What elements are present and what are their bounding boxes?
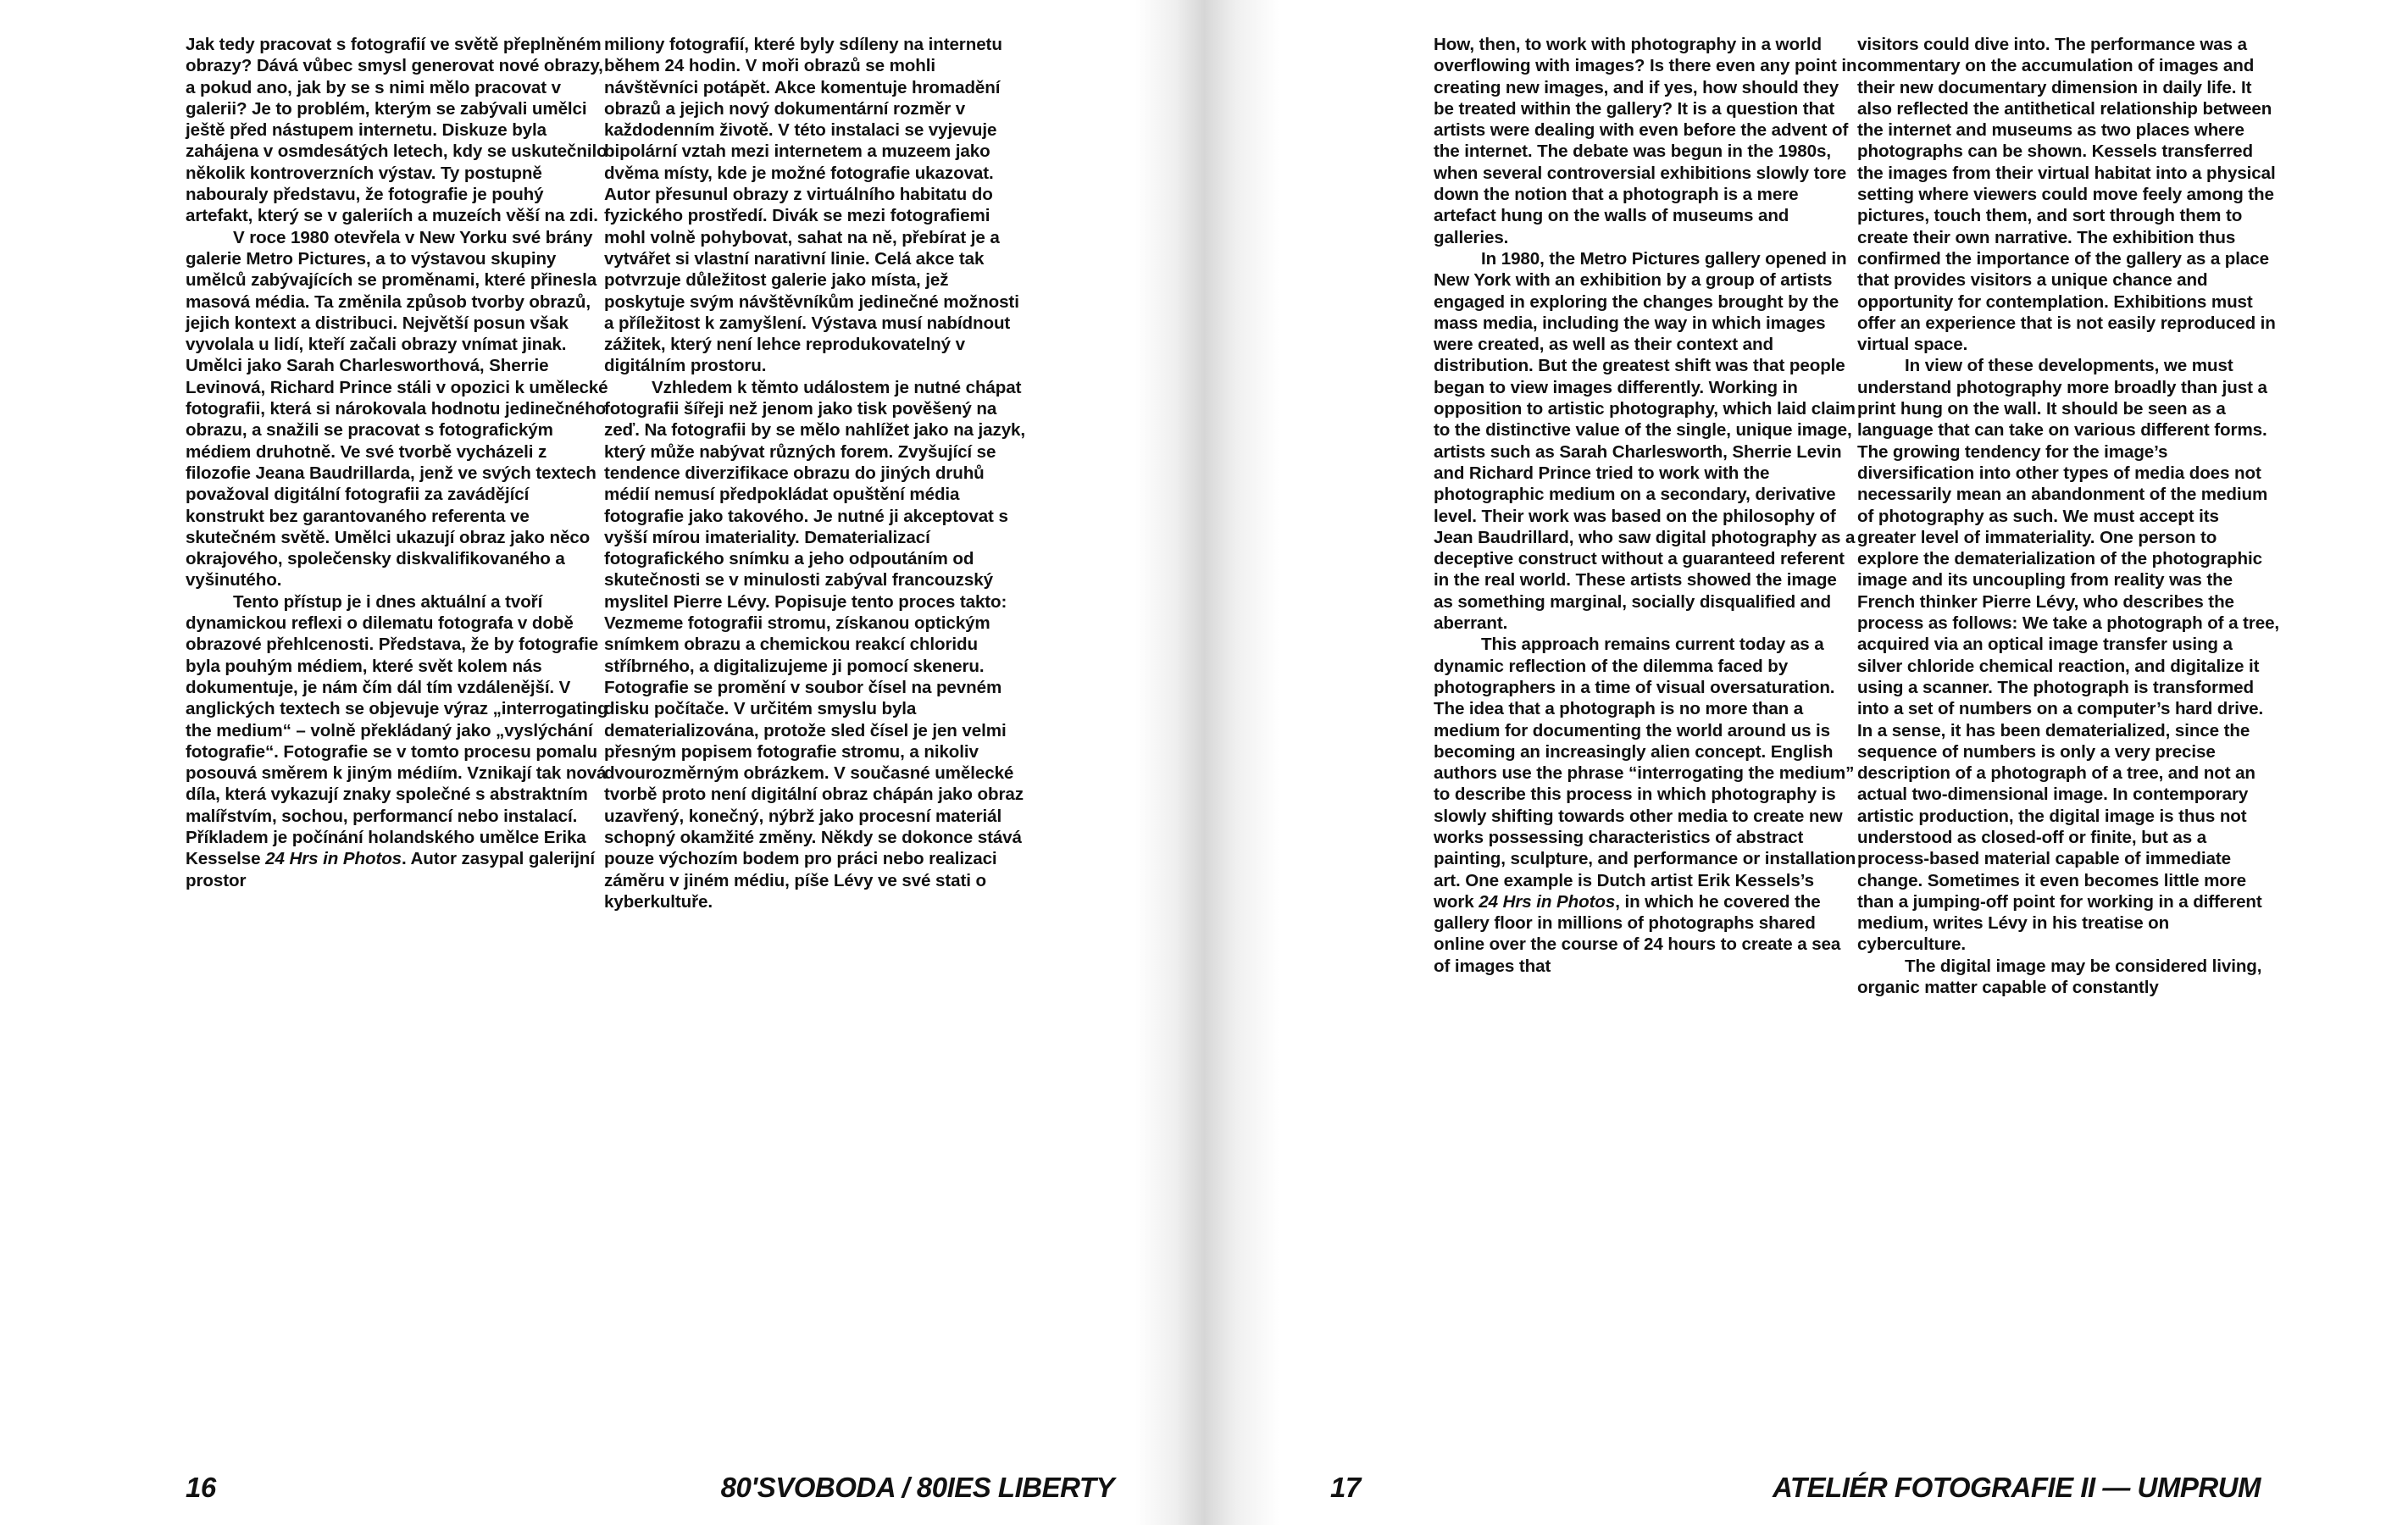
artwork-title: 24 Hrs in Photos	[265, 849, 402, 869]
paragraph: How, then, to work with photography in a world overflowing with images? Is there even any point in creating new images, and if yes, how should they be treated within the gallery? It is a question that artists were dealing with even before the advent of the internet. The debate was begun in the 1980s, when several controversial exhibitions slowly tore down the notion that a photograph is a mere artefact hung on the walls of museums and galleries.	[1434, 35, 1857, 247]
paragraph: V roce 1980 otevřela v New Yorku své brány galerie Metro Pictures, a to výstavou skupiny umělců zabývajících se proměnami, které přinesla masová média. Ta změnila způsob tvorby obrazů, jejich kontext a distribuci. Největší posun však vyvolala u lidí, kteří začali obrazy vnímat jinak. Umělci jako Sarah Charlesworthová, Sherrie Levinová, Richard Prince stáli v opozici k umělecké fotografii, která si nárokovala hodnotu jedinečného obrazu, a snažili se pracovat s fotografickým médiem druhotně. Ve své tvorbě vycházeli z filozofie Jeana Baudrillarda, jenž ve svých textech považoval digitální fotografii za zavádějící konstrukt bez garantovaného referenta ve skutečném světě. Umělci ukazují obraz jako něco okrajového, společensky diskvalifikovaného a vyšinutého.	[186, 227, 608, 591]
paragraph-text: Tento přístup je i dnes aktuální a tvoří dynamickou reflexi o dilematu fotografa v době obrazové přehlcenosti. Představa, že by fotografie byla pouhým médiem, které svět kolem nás dokumentuje, je nám čím dál tím vzdálenější. V anglických textech se objevuje výraz „interrogating the medium“ – volně překládaný jako „vyslýchání fotografie“. Fotografie se v tomto procesu pomalu posouvá směrem k jiným médiím. Vznikají tak nová díla, která vykazují znaky společné s abstraktním malířstvím, sochou, performancí nebo instalací. Příkladem je počínání holandského umělce Erika Kesselse	[186, 591, 608, 869]
paragraph	[1434, 634, 1857, 977]
paragraph: miliony fotografií, které byly sdíleny na internetu během 24 hodin. V moři obrazů se mohli návštěvníci potápět. Akce komentuje hromadění obrazů a jejich nový dokumentární rozměr v každodenním životě. V této instalaci se vyjevuje bipolární vztah mezi internetem a muzeem jako dvěma místy, kde je možné fotografie ukazovat. Autor přesunul obrazy z virtuálního habitatu do fyzického prostředí. Divák se mezi fotografiemi mohl volně pohybovat, sahat na ně, přebírat je a vytvářet si vlastní narativní linie. Celá akce tak potvrzuje důležitost galerie jako místa, jež poskytuje svým návštěvníkům jedinečné možnosti a příležitost k zamyšlení. Výstava musí nabídnout zážitek, který není lehce reprodukovatelný v digitálním prostoru.	[604, 35, 1019, 376]
paragraph: visitors could dive into. The performance was a commentary on the accumulation of images and their new documentary dimension in daily life. It also reflected the antithetical relationship between the internet and museums as two places where photographs can be shown. Kessels transferred the images from their virtual habitat into a physical setting where viewers could move feely among the pictures, touch them, and sort through them to create their own narrative. The exhibition thus confirmed the importance of the gallery as a place that provides visitors a unique chance and opportunity for contemplation. Exhibitions must offer an experience that is not easily reproduced in virtual space.	[1857, 35, 2276, 355]
paragraph: The digital image may be considered living, organic matter capable of constantly	[1857, 956, 2262, 998]
paragraph-text: , in which he covered the gallery floor in millions of photographs shared online over the course of 24 hours to create a sea of images that	[1434, 891, 1841, 976]
right-page-column-2	[1857, 34, 2281, 998]
running-title: ATELIÉR FOTOGRAFIE II — UMPRUM	[1773, 1472, 2261, 1503]
left-page	[0, 0, 1186, 1525]
paragraph: In view of these developments, we must understand photography more broadly than just a print hung on the wall. It should be seen as a language that can take on various different forms. The growing tendency for the image’s diversification into other types of media does not necessarily mean an abandonment of the medium of photography as such. We must accept its greater level of immateriality. One person to explore the dematerialization of the photographic image and its uncoupling from reality was the French thinker Pierre Lévy, who describes the process as follows: We take a photograph of a tree, acquired via an optical image transfer using a silver chloride chemical reaction, and digitalize it using a scanner. The photograph is transformed into a set of numbers on a computer’s hard drive. In a sense, it has been dematerialized, since the sequence of numbers is only a very precise description of a photograph of a tree, and not an actual two-dimensional image. In contemporary artistic production, the digital image is thus not understood as closed-off or finite, but as a process-based material capable of immediate change. Sometimes it even becomes little more than a jumping-off point for working in a different medium, writes Lévy in his treatise on cyberculture.	[1857, 356, 2280, 955]
paragraph: Vzhledem k těmto událostem je nutné chápat fotografii šířeji než jenom jako tisk pověšený na zeď. Na fotografii by se mělo nahlížet jako na jazyk, který může nabývat různých forem. Zvyšující se tendence diverzifikace obrazu do jiných druhů médií nemusí předpokládat opuštění média fotografie jako takového. Je nutné ji akceptovat s vyšší mírou imateriality. Dematerializací fotografického snímku a jeho odpoutáním od skutečnosti se v minulosti zabýval francouzský myslitel Pierre Lévy. Popisuje tento proces takto: Vezmeme fotografii stromu, získanou optickým snímkem obrazu a chemickou reakcí chloridu stříbrného, a digitalizujeme ji pomocí skeneru. Fotografie se promění v soubor čísel na pevném disku počítače. V určitém smyslu byla dematerializována, protože sled čísel je jen velmi přesným popisem fotografie stromu, a nikoliv dvourozměrným obrázkem. V současné umělecké tvorbě proto není digitální obraz chápán jako obraz uzavřený, konečný, nýbrž jako procesní materiál schopný okamžité změny. Někdy se dokonce stává pouze výchozím bodem pro práci nebo realizaci záměru v jiném médiu, píše Lévy ve své stati o kyberkultuře.	[604, 377, 1026, 912]
page-number: 16	[186, 1472, 216, 1503]
left-page-column-2	[604, 34, 1028, 912]
running-title: 80'SVOBODA / 80IES LIBERTY	[720, 1472, 1114, 1503]
page-number: 17	[1330, 1472, 1361, 1503]
book-gutter-shadow	[1135, 0, 1279, 1525]
paragraph: In 1980, the Metro Pictures gallery opened in New York with an exhibition by a group of artists engaged in exploring the changes brought by the mass media, including the way in which images were created, as well as their context and distribution. But the greatest shift was that people began to view images differently. Working in opposition to artistic photography, which laid claim to the distinctive value of the single, unique image, artists such as Sarah Charlesworth, Sherrie Levin and Richard Prince tried to work with the photographic medium on a secondary, derivative level. Their work was based on the philosophy of Jean Baudrillard, who saw digital photography as a deceptive construct without a guaranteed referent in the real world. These artists showed the image as something marginal, socially disqualified and aberrant.	[1434, 248, 1856, 634]
paragraph: Jak tedy pracovat s fotografií ve světě přeplněném obrazy? Dává vůbec smysl generovat nové obrazy, a pokud ano, jak by se s nimi mělo pracovat v galerii? Je to problém, kterým se zabývali umělci ještě před nástupem internetu. Diskuze byla zahájena v osmdesátých letech, kdy se uskutečnilo několik kontroverzních výstav. Ty postupně nabouraly představu, že fotografie je pouhý artefakt, který se v galeriích a muzeích věší na zdi.	[186, 35, 608, 226]
paragraph-text: This approach remains current today as a dynamic reflection of the dilemma faced by photographers in a time of visual oversaturation. The idea that a photograph is no more than a medium for documenting the world around us is becoming an increasingly alien concept. English authors use the phrase “interrogating the medium” to describe this process in which photography is slowly shifting towards other media to create new works possessing characteristics of abstract painting, sculpture, and performance or installation art. One example is Dutch artist Erik Kessels’s work	[1434, 635, 1856, 912]
paragraph-text: . Autor zasypal galerijní prostor	[186, 849, 595, 890]
right-page-column-1	[1434, 34, 1857, 977]
artwork-title: 24 Hrs in Photos	[1479, 891, 1616, 912]
left-page-column-1	[186, 34, 609, 891]
paragraph	[186, 591, 609, 891]
